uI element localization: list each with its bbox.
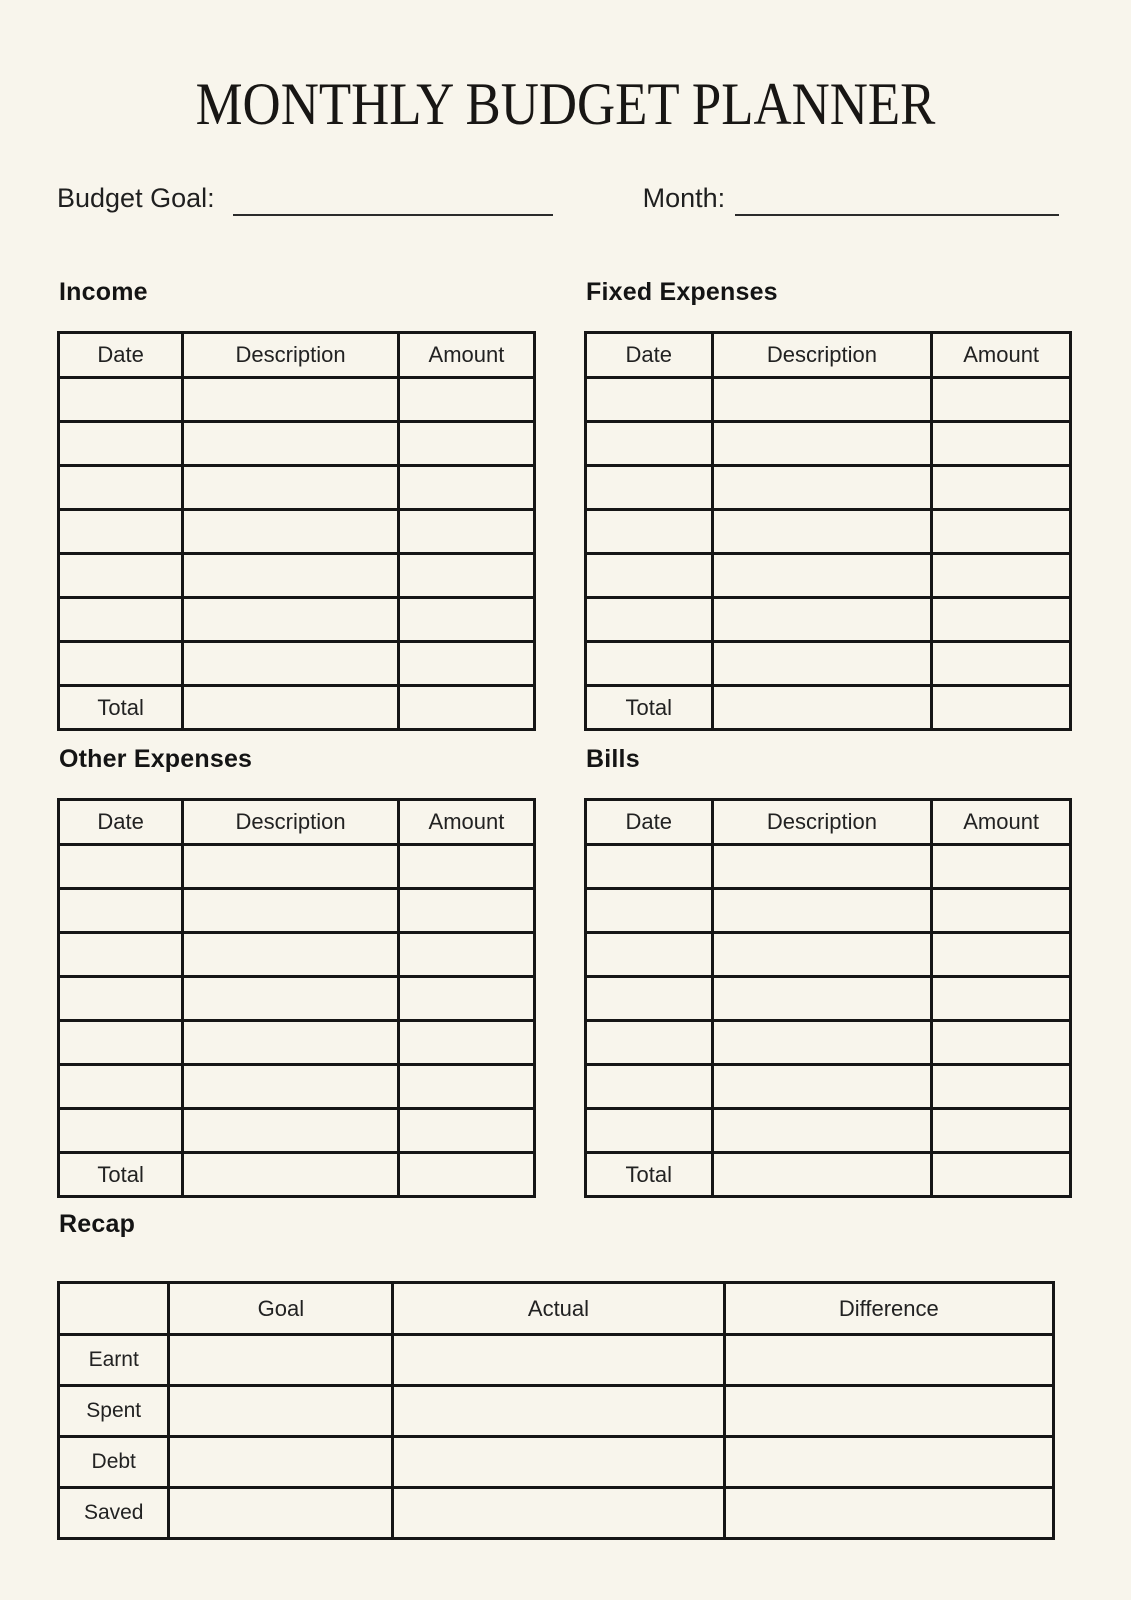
- description-cell[interactable]: [183, 598, 399, 642]
- income-section: [57, 278, 536, 731]
- amount-cell[interactable]: [932, 422, 1071, 466]
- entry-row: [586, 554, 1071, 598]
- amount-cell[interactable]: [398, 977, 534, 1021]
- total-row: [586, 1153, 1071, 1197]
- amount-cell[interactable]: [932, 1065, 1071, 1109]
- date-cell[interactable]: [586, 422, 713, 466]
- description-cell[interactable]: [183, 554, 399, 598]
- date-cell[interactable]: [586, 933, 713, 977]
- amount-cell[interactable]: [398, 510, 534, 554]
- amount-cell[interactable]: [932, 642, 1071, 686]
- description-cell[interactable]: [183, 889, 399, 933]
- amount-cell[interactable]: [932, 378, 1071, 422]
- date-column-header: Date: [586, 333, 713, 378]
- actual-cell[interactable]: [393, 1437, 724, 1488]
- recap-table: [57, 1281, 1055, 1540]
- recap-row: [59, 1386, 1054, 1437]
- description-cell[interactable]: [183, 642, 399, 686]
- date-cell[interactable]: [586, 1109, 713, 1153]
- recap-row: [59, 1335, 1054, 1386]
- amount-cell[interactable]: [398, 466, 534, 510]
- entry-row: [59, 1065, 535, 1109]
- amount-cell[interactable]: [932, 933, 1071, 977]
- amount-cell[interactable]: [932, 466, 1071, 510]
- date-cell[interactable]: [586, 554, 713, 598]
- date-cell[interactable]: [586, 889, 713, 933]
- amount-cell[interactable]: [398, 422, 534, 466]
- description-column-header: Description: [712, 800, 932, 845]
- amount-cell[interactable]: [932, 1109, 1071, 1153]
- amount-total-cell[interactable]: [398, 1153, 534, 1197]
- entry-row: [59, 554, 535, 598]
- amount-column-header: Amount: [398, 333, 534, 378]
- description-cell[interactable]: [183, 845, 399, 889]
- header-row: [586, 333, 1071, 378]
- date-cell[interactable]: [586, 1021, 713, 1065]
- date-cell[interactable]: [59, 378, 183, 422]
- entry-row: [586, 1021, 1071, 1065]
- income-section-title: Income: [59, 278, 148, 306]
- entry-row: [586, 889, 1071, 933]
- amount-total-cell[interactable]: [932, 686, 1071, 730]
- total-label: Total: [59, 1153, 183, 1197]
- date-cell[interactable]: [586, 642, 713, 686]
- page-title: MONTHLY BUDGET PLANNER: [195, 71, 936, 137]
- date-cell[interactable]: [59, 554, 183, 598]
- amount-cell[interactable]: [398, 378, 534, 422]
- description-cell[interactable]: [712, 889, 932, 933]
- date-cell[interactable]: [586, 466, 713, 510]
- other-expenses-section: [57, 745, 536, 1198]
- entry-row: [586, 466, 1071, 510]
- total-label: Total: [586, 686, 713, 730]
- date-cell[interactable]: [59, 1021, 183, 1065]
- description-cell[interactable]: [712, 554, 932, 598]
- goal-cell[interactable]: [169, 1335, 393, 1386]
- budget-goal-input-line[interactable]: [233, 214, 553, 216]
- row-label-column-header: [59, 1283, 169, 1335]
- amount-cell[interactable]: [398, 889, 534, 933]
- description-cell[interactable]: [183, 466, 399, 510]
- spent-row-label: Spent: [59, 1386, 169, 1437]
- amount-cell[interactable]: [398, 1065, 534, 1109]
- description-cell[interactable]: [183, 933, 399, 977]
- total-label: Total: [586, 1153, 713, 1197]
- date-cell[interactable]: [59, 933, 183, 977]
- entry-row: [586, 1109, 1071, 1153]
- difference-cell[interactable]: [724, 1488, 1053, 1539]
- recap-row: [59, 1437, 1054, 1488]
- description-column-header: Description: [712, 333, 932, 378]
- entry-row: [59, 1021, 535, 1065]
- entry-row: [586, 378, 1071, 422]
- date-cell[interactable]: [59, 642, 183, 686]
- month-field: [643, 183, 1060, 214]
- entry-row: [586, 933, 1071, 977]
- entry-row: [586, 845, 1071, 889]
- budget-sections: [57, 278, 1074, 1198]
- entry-row: [586, 422, 1071, 466]
- debt-row-label: Debt: [59, 1437, 169, 1488]
- date-column-header: Date: [586, 800, 713, 845]
- amount-column-header: Amount: [932, 333, 1071, 378]
- difference-cell[interactable]: [724, 1335, 1053, 1386]
- header-row: [586, 800, 1071, 845]
- amount-cell[interactable]: [398, 845, 534, 889]
- recap-header-row: [59, 1283, 1054, 1335]
- date-cell[interactable]: [59, 1109, 183, 1153]
- date-column-header: Date: [59, 800, 183, 845]
- description-total-cell[interactable]: [183, 686, 399, 730]
- entry-row: [586, 977, 1071, 1021]
- description-column-header: Description: [183, 333, 399, 378]
- fixed-expenses-section-title: Fixed Expenses: [586, 278, 778, 306]
- total-row: [59, 686, 535, 730]
- entry-row: [59, 598, 535, 642]
- date-cell[interactable]: [586, 598, 713, 642]
- amount-cell[interactable]: [932, 598, 1071, 642]
- header-fields: [57, 183, 1074, 214]
- entry-row: [586, 1065, 1071, 1109]
- entry-row: [59, 466, 535, 510]
- actual-cell[interactable]: [393, 1488, 724, 1539]
- saved-row-label: Saved: [59, 1488, 169, 1539]
- amount-cell[interactable]: [398, 554, 534, 598]
- amount-cell[interactable]: [932, 510, 1071, 554]
- entry-row: [59, 933, 535, 977]
- description-cell[interactable]: [183, 1109, 399, 1153]
- entry-row: [586, 510, 1071, 554]
- amount-cell[interactable]: [398, 642, 534, 686]
- date-cell[interactable]: [59, 889, 183, 933]
- goal-column-header: Goal: [169, 1283, 393, 1335]
- recap-section: [57, 1210, 1074, 1540]
- header-row: [59, 800, 535, 845]
- entry-row: [59, 889, 535, 933]
- amount-column-header: Amount: [398, 800, 534, 845]
- actual-cell[interactable]: [393, 1386, 724, 1437]
- entry-row: [59, 1109, 535, 1153]
- total-label: Total: [59, 686, 183, 730]
- date-cell[interactable]: [59, 1065, 183, 1109]
- earnt-row-label: Earnt: [59, 1335, 169, 1386]
- bills-section: [584, 745, 1072, 1198]
- bills-section-title: Bills: [586, 745, 640, 773]
- fixed-expenses-section: [584, 278, 1072, 731]
- budget-goal-label: Budget Goal:: [57, 183, 215, 213]
- date-cell[interactable]: [586, 1065, 713, 1109]
- entry-row: [59, 845, 535, 889]
- description-total-cell[interactable]: [712, 686, 932, 730]
- description-cell[interactable]: [183, 378, 399, 422]
- amount-cell[interactable]: [932, 977, 1071, 1021]
- entry-row: [59, 422, 535, 466]
- description-cell[interactable]: [712, 378, 932, 422]
- date-cell[interactable]: [59, 845, 183, 889]
- other-expenses-table: [57, 798, 536, 1198]
- description-cell[interactable]: [712, 510, 932, 554]
- description-cell[interactable]: [712, 642, 932, 686]
- description-cell[interactable]: [712, 1109, 932, 1153]
- description-cell[interactable]: [183, 510, 399, 554]
- amount-total-cell[interactable]: [932, 1153, 1071, 1197]
- amount-cell[interactable]: [398, 1021, 534, 1065]
- description-cell[interactable]: [712, 422, 932, 466]
- actual-cell[interactable]: [393, 1335, 724, 1386]
- date-cell[interactable]: [59, 598, 183, 642]
- difference-cell[interactable]: [724, 1386, 1053, 1437]
- date-cell[interactable]: [59, 977, 183, 1021]
- description-cell[interactable]: [183, 977, 399, 1021]
- recap-row: [59, 1488, 1054, 1539]
- entry-row: [586, 642, 1071, 686]
- amount-cell[interactable]: [932, 554, 1071, 598]
- entry-row: [59, 977, 535, 1021]
- description-cell[interactable]: [712, 598, 932, 642]
- date-cell[interactable]: [59, 466, 183, 510]
- description-total-cell[interactable]: [183, 1153, 399, 1197]
- budget-goal-field: [57, 183, 553, 214]
- amount-cell[interactable]: [398, 1109, 534, 1153]
- amount-cell[interactable]: [398, 598, 534, 642]
- date-cell[interactable]: [586, 845, 713, 889]
- description-cell[interactable]: [712, 933, 932, 977]
- amount-cell[interactable]: [932, 1021, 1071, 1065]
- description-cell[interactable]: [183, 422, 399, 466]
- date-cell[interactable]: [586, 977, 713, 1021]
- entry-row: [59, 642, 535, 686]
- date-cell[interactable]: [586, 510, 713, 554]
- recap-section-title: Recap: [59, 1210, 136, 1238]
- income-table: [57, 331, 536, 731]
- description-cell[interactable]: [712, 466, 932, 510]
- amount-cell[interactable]: [932, 889, 1071, 933]
- amount-cell[interactable]: [932, 845, 1071, 889]
- fixed-expenses-table: [584, 331, 1072, 731]
- description-cell[interactable]: [712, 845, 932, 889]
- header-row: [59, 333, 535, 378]
- description-cell[interactable]: [183, 1065, 399, 1109]
- date-column-header: Date: [59, 333, 183, 378]
- amount-column-header: Amount: [932, 800, 1071, 845]
- description-cell[interactable]: [712, 1065, 932, 1109]
- goal-cell[interactable]: [169, 1437, 393, 1488]
- description-cell[interactable]: [712, 1021, 932, 1065]
- difference-cell[interactable]: [724, 1437, 1053, 1488]
- description-cell[interactable]: [712, 977, 932, 1021]
- amount-cell[interactable]: [398, 933, 534, 977]
- goal-cell[interactable]: [169, 1488, 393, 1539]
- entry-row: [59, 378, 535, 422]
- description-total-cell[interactable]: [712, 1153, 932, 1197]
- total-row: [586, 686, 1071, 730]
- date-cell[interactable]: [59, 510, 183, 554]
- month-label: Month:: [642, 183, 726, 213]
- difference-column-header: Difference: [724, 1283, 1053, 1335]
- entry-row: [586, 598, 1071, 642]
- month-input-line[interactable]: [735, 214, 1059, 216]
- other-expenses-section-title: Other Expenses: [59, 745, 253, 773]
- actual-column-header: Actual: [393, 1283, 724, 1335]
- entry-row: [59, 510, 535, 554]
- bills-table: [584, 798, 1072, 1198]
- amount-total-cell[interactable]: [398, 686, 534, 730]
- total-row: [59, 1153, 535, 1197]
- goal-cell[interactable]: [169, 1386, 393, 1437]
- description-column-header: Description: [183, 800, 399, 845]
- date-cell[interactable]: [59, 422, 183, 466]
- date-cell[interactable]: [586, 378, 713, 422]
- description-cell[interactable]: [183, 1021, 399, 1065]
